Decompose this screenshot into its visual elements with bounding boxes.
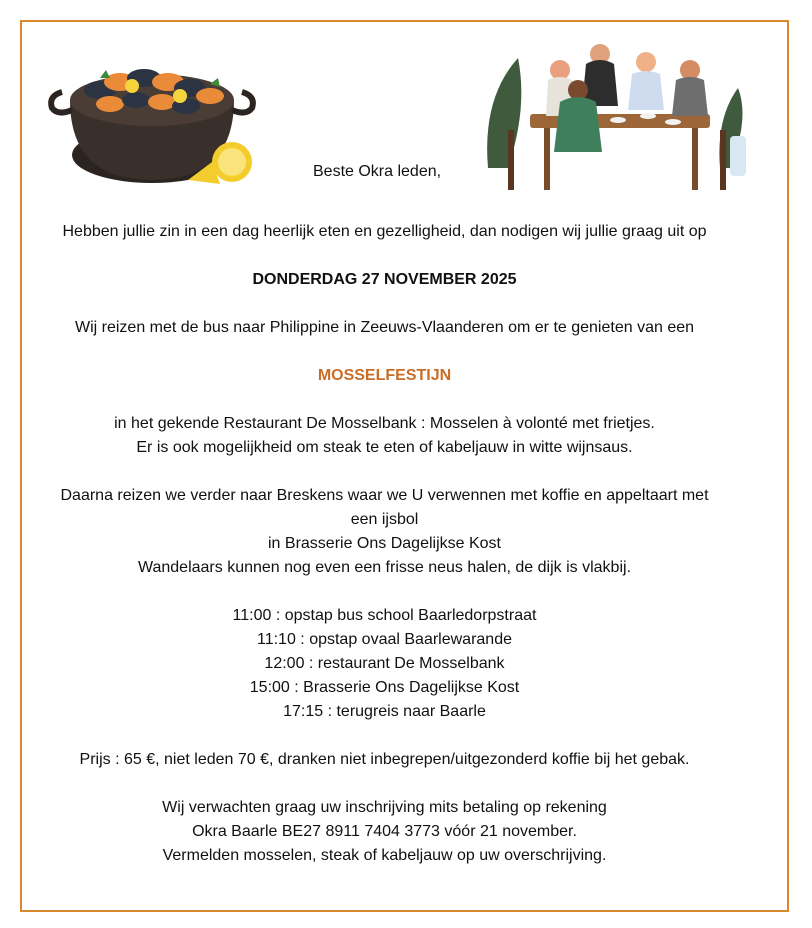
schedule-item: 11:00 : opstap bus school Baarledorpstraat [232,607,537,624]
price-text: Prijs : 65 €, niet leden 70 €, dranken niet inbegrepen/uitgezonderd koffie bij het gebak. [79,751,690,768]
restaurant-line: in het gekende Restaurant De Mosselbank : Mosselen à volonté met frietjes. [114,415,655,432]
schedule-item: 17:15 : terugreis naar Baarle [283,703,486,720]
restaurant-line: Er is ook mogelijkheid om steak te eten of kabeljauw in witte wijnsaus. [136,439,633,456]
afternoon-line: Daarna reizen we verder naar Breskens waar we U verwennen met koffie en appeltaart met een ijsbol [60,487,709,528]
invitation-body [28,196,741,868]
schedule-item: 12:00 : restaurant De Mosselbank [264,655,505,672]
intro-text: Hebben jullie zin in een dag heerlijk eten en gezelligheid, dan nodigen wij jullie graag uit op [62,223,707,240]
travel-text: Wij reizen met de bus naar Philippine in Zeeuws-Vlaanderen om er te genieten van een [74,319,695,336]
people-dining-illustration [468,18,760,200]
event-date: DONDERDAG 27 NOVEMBER 2025 [252,271,517,288]
registration-line: Wij verwachten graag uw inschrijving mits betaling op rekening [162,799,607,816]
event-title: MOSSELFESTIJN [317,367,452,384]
greeting: Beste Okra leden, [313,163,442,180]
afternoon-line: Wandelaars kunnen nog even een frisse neus halen, de dijk is vlakbij. [137,559,632,576]
schedule-item: 11:10 : opstap ovaal Baarlewarande [257,631,512,648]
schedule-item: 15:00 : Brasserie Ons Dagelijkse Kost [249,679,520,696]
registration-line: Vermelden mosselen, steak of kabeljauw op uw overschrijving. [162,847,607,864]
mussel-pot-illustration [40,30,265,195]
afternoon-line: in Brasserie Ons Dagelijkse Kost [268,535,501,552]
registration-line: Okra Baarle BE27 8911 7404 3773 vóór 21 november. [192,823,577,840]
